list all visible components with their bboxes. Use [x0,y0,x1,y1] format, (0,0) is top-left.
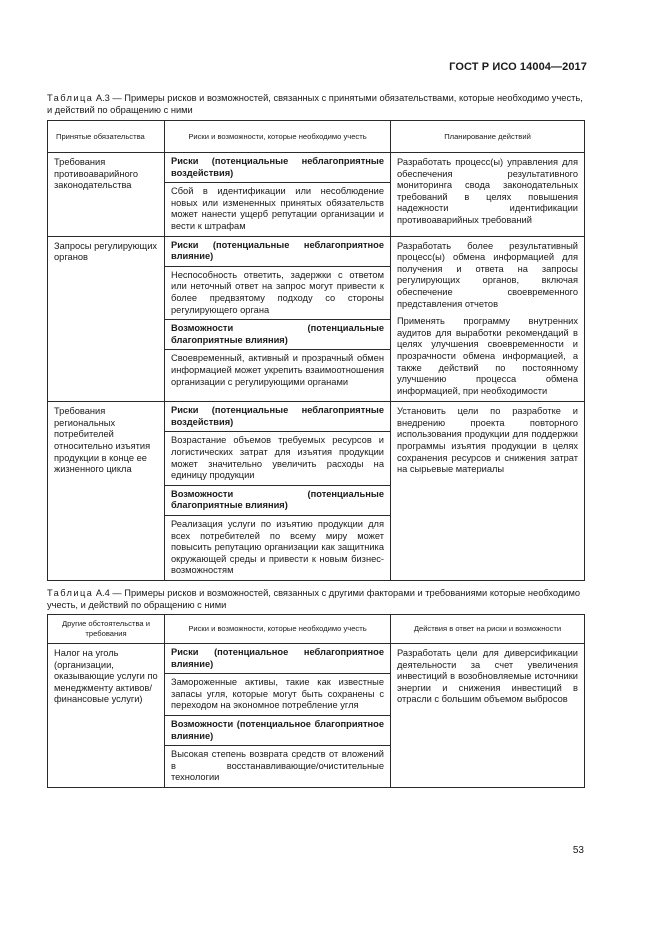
risk-heading: Возможности (потенциальные благоприятные влияния) [165,485,390,515]
column-header: Риски и возможности, которые необходимо учесть [165,121,391,153]
column-header: Другие обстоятельства и требования [48,615,165,644]
risks-cell [165,644,391,788]
risk-heading: Риски (потенциальные неблагоприятные воздействия) [171,405,384,427]
document-id: ГОСТ Р ИСО 14004—2017 [449,61,587,73]
action-paragraph: Разработать более результативный процесс(ы) обмена информацией для получения и ответа на запросы регулирующих органов, включая обеспечение своевременного представления отчетов [397,240,578,309]
column-header: Планирование действий [391,121,585,153]
table-row [48,402,585,581]
risk-heading: Риски (потенциальное неблагоприятное влияние) [171,647,384,669]
risks-cell [165,153,391,237]
action-paragraph: Применять программу внутренних аудитов для выработки рекомендаций в целях улучшения своевременности и прозрачности обмена информацией, а также действий по постоянному улучшению процесса обмена информацией, при необходимости [397,316,578,396]
column-header: Риски и возможности, которые необходимо учесть [165,615,391,644]
obligation-cell: Запросы регулирующих органов [48,236,165,402]
action-paragraph: Установить цели по разработке и внедрению проекта повторного использования продукции для поддержки программы изъятия продукции в целях сохранения ресурсов и снижения затрат на сырьевые материалы [397,406,578,475]
column-header: Действия в ответ на риски и возможности [391,615,585,644]
obligation-cell: Требования противоаварийного законодательства [48,153,165,237]
obligation-cell: Налог на уголь (организации, оказывающие услуги по менеджменту активов/финансовые услуги) [48,644,165,788]
actions-cell [391,402,585,581]
obligation-cell: Требования региональных потребителей относительно изъятия продукции в конце ее жизненного цикла [48,402,165,581]
action-paragraph: Разработать процесс(ы) управления для обеспечения результативного мониторинга свода законодательных требований в целях повышения надежности идентификации противоаварийных требований [397,157,578,225]
risk-heading: Риски (потенциальные неблагоприятные воздействия) [171,156,384,178]
risk-description: Замороженные активы, такие как известные запасы угля, которые могут быть сохранены с переходом на экономное потребление угля [165,673,390,715]
risk-description: Реализация услуги по изъятию продукции для всех потребителей по всему миру может повысить репутацию организации как защитника окружающей среды и привести к новым бизнес-возможностям [165,515,390,580]
risk-description: Неспособность ответить, задержки с ответом или неточный ответ на запрос могут привести к более предвзятому подходу со стороны регулирующего органа [165,266,390,319]
table-a4 [47,614,585,788]
caption-label: Таблица [47,93,94,103]
risk-description: Возрастание объемов требуемых ресурсов и логистических затрат для изъятия продукции может значительно увеличить расходы на единицу продукции [165,431,390,484]
risk-description: Своевременный, активный и прозрачный обмен информацией может укрепить взаимоотношения организации с регулирующими органами [165,349,390,391]
risk-heading: Риски (потенциальные неблагоприятное влияние) [171,239,384,262]
caption-text: А.3 — Примеры рисков и возможностей, связанных с принятыми обязательствами, которые необходимо учесть, и действий по обращению с ними [47,93,583,115]
table-a3-caption [47,92,584,116]
table-a3 [47,120,585,581]
table-a4-caption [47,587,584,611]
risks-cell [165,236,391,402]
caption-text: А.4 — Примеры рисков и возможностей, связанных с другими факторами и требованиями которые необходимо учесть, и действий по обращению с ними [47,588,581,610]
column-header: Принятые обязательства [48,121,165,153]
actions-cell [391,236,585,402]
risks-cell [165,402,391,581]
table-row [48,644,585,788]
action-paragraph: Разработать цели для диверсификации деятельности за счет увеличения инвестиций в возобновляемые источники энергии и снижения инвестиций в отрасли с большим объемом выбросов [397,648,578,705]
table-row [48,153,585,237]
page-number: 53 [572,845,584,856]
caption-label: Таблица [47,588,94,598]
risk-description: Сбой в идентификации или несоблюдение новых или измененных принятых обязательств может нанести ущерб репутации организации и вести к штрафам [165,182,390,235]
actions-cell [391,644,585,788]
risk-heading: Возможности (потенциальное благоприятное влияние) [165,715,390,745]
table-row [48,236,585,402]
actions-cell [391,153,585,237]
risk-description: Высокая степень возврата средств от вложений в восстанавливающие/очистительные технологии [165,745,390,787]
risk-heading: Возможности (потенциальные благоприятные влияния) [165,319,390,349]
